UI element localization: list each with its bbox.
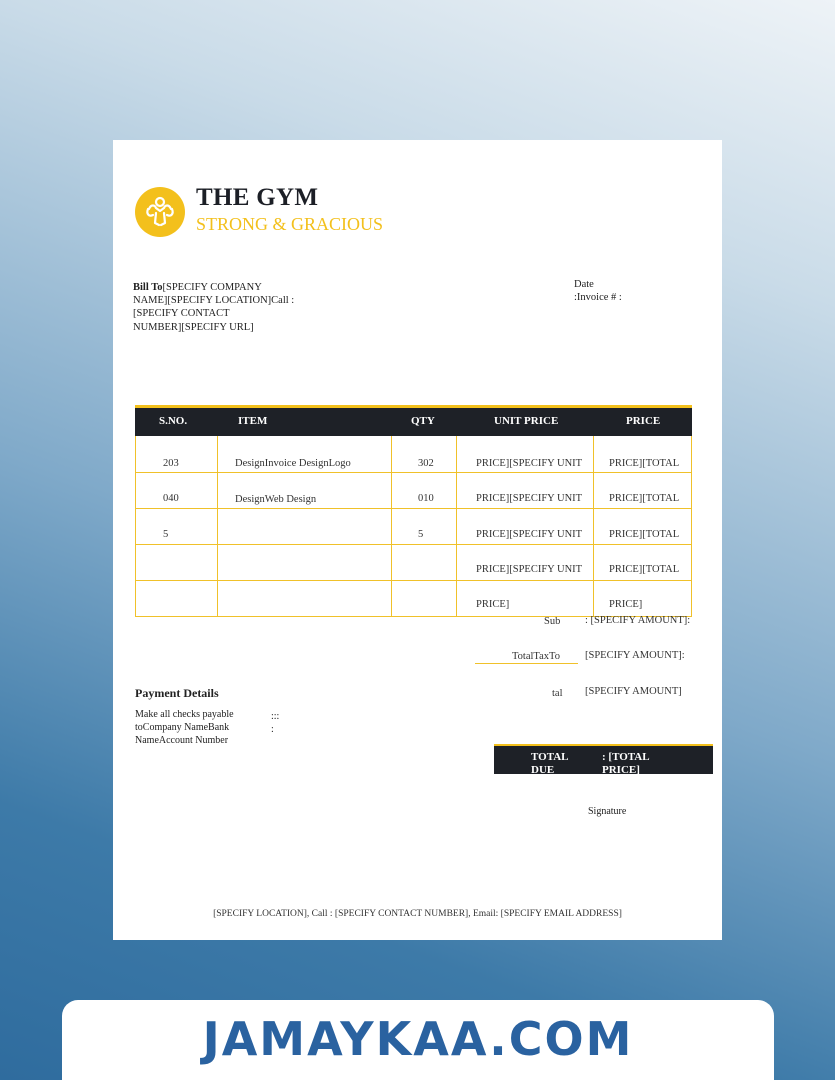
- table-cell: 040: [163, 493, 179, 504]
- table-cell: PRICE][TOTAL: [609, 529, 680, 540]
- total-due-label: TOTAL: [531, 751, 569, 763]
- bill-to-block: [133, 281, 318, 334]
- date-label: Date: [574, 279, 594, 290]
- brand-title: THE GYM: [196, 184, 319, 211]
- column-header-qty: QTY: [411, 415, 435, 427]
- table-cell: 010: [418, 493, 434, 504]
- total-due-value: : [TOTAL: [602, 751, 650, 763]
- total-label: tal: [552, 688, 563, 699]
- bill-to-line: NUMBER][SPECIFY URL]: [133, 321, 254, 333]
- footer-contact: [SPECIFY LOCATION], Call : [SPECIFY CONTACT NUMBER], Email: [SPECIFY EMAIL ADDRESS]: [213, 909, 622, 919]
- column-header-price: PRICE: [626, 415, 661, 427]
- invoice-meta: [574, 278, 622, 304]
- total-due-box: [494, 746, 713, 774]
- table-cell: 203: [163, 458, 179, 469]
- total-value: [SPECIFY AMOUNT]: [585, 686, 682, 697]
- column-header-item: ITEM: [238, 415, 268, 427]
- table-cell: 5: [418, 529, 424, 540]
- table-header: [135, 408, 692, 436]
- row-divider: [136, 472, 691, 473]
- watermark-text: JAMAYKAA.COM: [202, 1012, 634, 1066]
- signature-label: Signature: [588, 806, 627, 817]
- payment-line: Make all checks payable: [135, 709, 234, 720]
- payment-details-text: [135, 708, 234, 748]
- total-due-value: PRICE]: [602, 764, 640, 774]
- payment-details-title: Payment Details: [135, 686, 219, 700]
- brand-tagline: STRONG & GRACIOUS: [196, 214, 384, 234]
- table-cell: DesignInvoice DesignLogo: [235, 458, 351, 469]
- payment-colon: :::: [271, 711, 280, 722]
- table-cell: PRICE][SPECIFY UNIT: [476, 529, 583, 540]
- payment-colon: :: [271, 724, 274, 735]
- payment-line: toCompany NameBank: [135, 722, 230, 734]
- table-cell: PRICE][TOTAL: [609, 458, 680, 469]
- payment-colons: [271, 710, 279, 736]
- row-divider: [136, 580, 691, 581]
- table-cell: PRICE]: [476, 599, 510, 610]
- table-cell: PRICE][SPECIFY UNIT: [476, 564, 583, 575]
- column-header-unit-price: UNIT PRICE: [494, 415, 559, 427]
- row-divider: [136, 508, 691, 509]
- gym-logo-icon: [135, 187, 185, 237]
- bill-to-line: [SPECIFY CONTACT: [133, 308, 230, 320]
- table-cell: PRICE][TOTAL: [609, 493, 680, 504]
- bill-to-line: [SPECIFY COMPANY: [162, 282, 262, 293]
- table-cell: PRICE][SPECIFY UNIT: [476, 458, 583, 469]
- total-due-label: DUE: [531, 764, 555, 774]
- column-divider: [217, 436, 218, 616]
- table-cell: PRICE][SPECIFY UNIT: [476, 493, 583, 504]
- invoice-number-label: :Invoice # :: [574, 292, 622, 304]
- items-table: [135, 436, 692, 617]
- column-divider: [391, 436, 392, 616]
- column-divider: [593, 436, 594, 616]
- table-cell: 5: [163, 529, 169, 540]
- table-cell: PRICE]: [609, 599, 643, 610]
- bill-to-line: NAME][SPECIFY LOCATION]Call :: [133, 295, 295, 307]
- table-cell: 302: [418, 458, 434, 469]
- invoice-sheet: [113, 140, 722, 940]
- column-header-sno: S.NO.: [159, 415, 188, 427]
- tax-underline: [475, 663, 578, 664]
- subtotal-value: : [SPECIFY AMOUNT]:: [585, 615, 691, 626]
- table-cell: DesignWeb Design: [235, 494, 317, 505]
- table-cell: PRICE][TOTAL: [609, 564, 680, 575]
- payment-line: NameAccount Number: [135, 735, 229, 747]
- bill-to-label: Bill To: [133, 282, 163, 293]
- row-divider: [136, 544, 691, 545]
- column-divider: [456, 436, 457, 616]
- tax-label: TotalTaxTo: [512, 651, 560, 662]
- subtotal-label: Sub: [544, 616, 561, 627]
- tax-value: [SPECIFY AMOUNT]:: [585, 650, 685, 661]
- watermark-banner: [62, 1000, 774, 1080]
